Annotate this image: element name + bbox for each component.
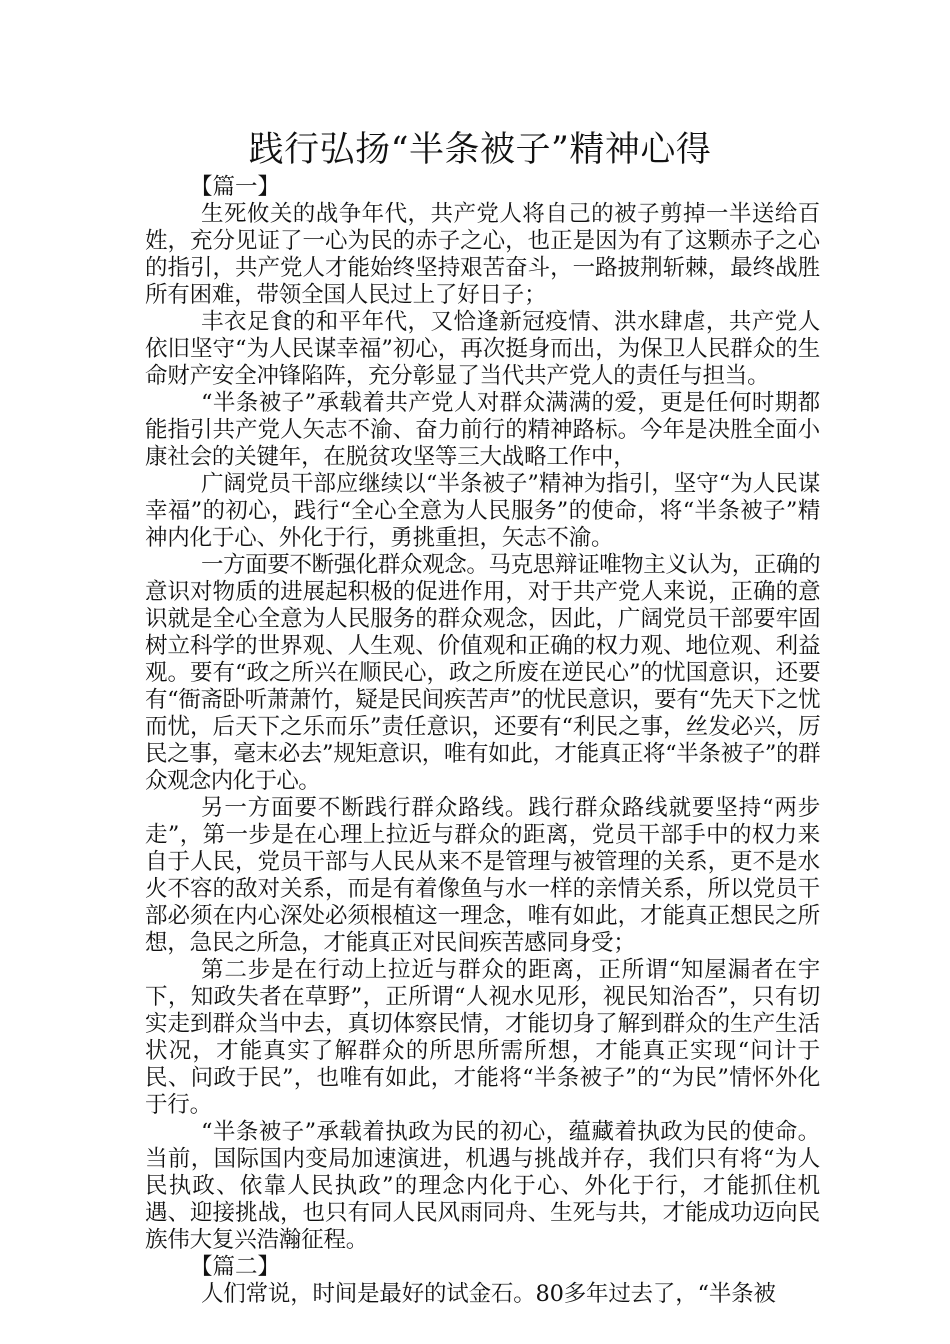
paragraph: 丰衣足食的和平年代，又恰逢新冠疫情、洪水肆虐，共产党人依旧坚守“为人民谋幸福”初心，再次挺身而出，为保卫人民群众的生命财产安全冲锋陷阵，充分彰显了当代共产党人的责任与担当。 [145, 309, 820, 389]
section-label-2: 【篇二】 [190, 1254, 281, 1280]
document-title: 践行弘扬“半条被子”精神心得 [248, 130, 712, 170]
paragraph: 另一方面要不断践行群众路线。践行群众路线就要坚持“两步走”，第一步是在心理上拉近与群众的距离，党员干部手中的权力来自于人民，党员干部与人民从来不是管理与被管理的关系，更不是水火不容的敌对关系，而是有着像鱼与水一样的亲情关系，所以党员干部必须在内心深处必须根植这一理念，唯有如此，才能真正想民之所想，急民之所急，才能真正对民间疾苦感同身受； [145, 795, 820, 956]
paragraph: 第二步是在行动上拉近与群众的距离，正所谓“知屋漏者在宇下，知政失者在草野”，正所谓“人视水见形，视民知治否”，只有切实走到群众当中去，真切体察民情，才能切身了解到群众的生产生活状况，才能真实了解群众的所思所需所想，才能真正实现“问计于民、问政于民”，也唯有如此，才能将“半条被子”的“为民”情怀外化于行。 [145, 957, 820, 1118]
paragraph: 生死攸关的战争年代，共产党人将自己的被子剪掉一半送给百姓，充分见证了一心为民的赤子之心，也正是因为有了这颗赤子之心的指引，共产党人才能始终坚持艰苦奋斗，一路披荆斩棘，最终战胜所有困难，带领全国人民过上了好日子； [145, 201, 820, 308]
section-label-1: 【篇一】 [190, 174, 281, 200]
paragraph: “半条被子”承载着执政为民的初心，蕴藏着执政为民的使命。当前，国际国内变局加速演进，机遇与挑战并存，我们只有将“为人民执政、依靠人民执政”的理念内化于心、外化于行，才能抓住机遇、迎接挑战，也只有同人民风雨同舟、生死与共，才能成功迈向民族伟大复兴浩瀚征程。 [145, 1119, 820, 1253]
paragraph: “半条被子”承载着共产党人对群众满满的爱，更是任何时期都能指引共产党人矢志不渝、奋力前行的精神路标。今年是决胜全面小康社会的关键年，在脱贫攻坚等三大战略工作中， [145, 390, 820, 470]
paragraph: 一方面要不断强化群众观念。马克思辩证唯物主义认为，正确的意识对物质的进展起积极的促进作用，对于共产党人来说，正确的意识就是全心全意为人民服务的群众观念，因此，广阔党员干部要牢固树立科学的世界观、人生观、价值观和正确的权力观、地位观、利益观。要有“政之所兴在顺民心，政之所废在逆民心”的忧国意识，还要有“衙斋卧听萧萧竹，疑是民间疾苦声”的忧民意识，要有“先天下之忧而忧，后天下之乐而乐”责任意识，还要有“利民之事，丝发必兴，厉民之事，毫末必去”规矩意识，唯有如此，才能真正将“半条被子”的群众观念内化于心。 [145, 552, 820, 794]
paragraph: 人们常说，时间是最好的试金石。80多年过去了，“半条被 [201, 1281, 776, 1307]
document-body [145, 174, 820, 1308]
paragraph: 广阔党员干部应继续以“半条被子”精神为指引，坚守“为人民谋幸福”的初心，践行“全心全意为人民服务”的使命，将“半条被子”精神内化于心、外化于行，勇挑重担，矢志不渝。 [145, 471, 820, 551]
